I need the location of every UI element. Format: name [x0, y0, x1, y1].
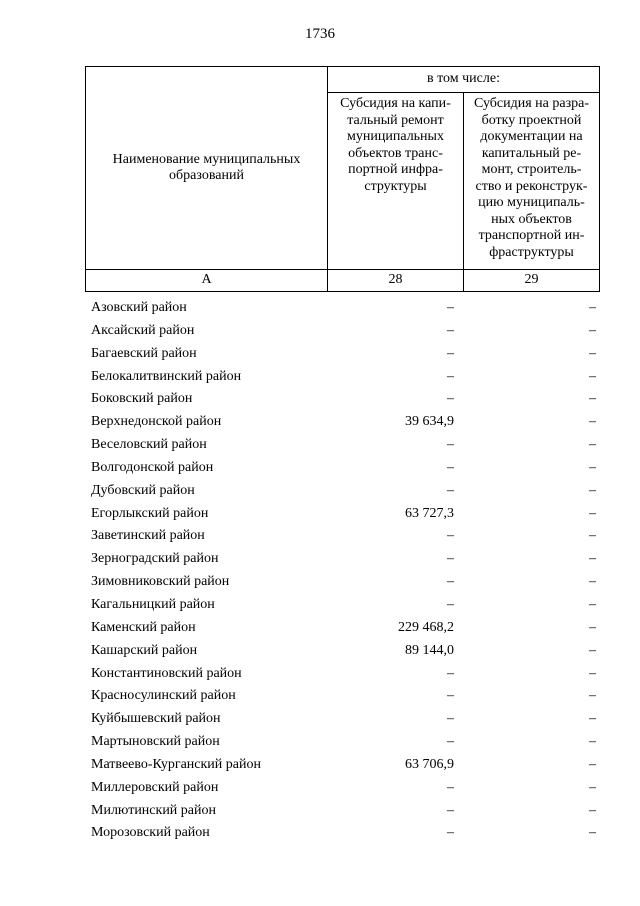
row-value-29: – [589, 551, 596, 567]
table-row [85, 503, 600, 526]
row-name: Зимовниковский район [91, 574, 230, 590]
row-name: Верхнедонской район [91, 414, 222, 430]
row-name: Аксайский район [91, 322, 195, 338]
row-value-29: – [589, 734, 596, 750]
row-value-29: – [589, 802, 596, 818]
row-name: Милютинский район [91, 802, 217, 818]
index-cell-a: А [86, 270, 328, 292]
row-value-29: – [589, 437, 596, 453]
row-value-29: – [589, 414, 596, 430]
header-line: цию муниципаль- [478, 195, 585, 210]
row-value-28: – [447, 459, 454, 475]
row-value-28: – [447, 345, 454, 361]
row-name: Азовский район [91, 300, 187, 315]
table-row [85, 617, 600, 640]
header-line: фраструктуры [489, 244, 574, 260]
row-name: Константиновский район [91, 665, 242, 681]
row-value-29: – [589, 368, 596, 384]
header-line: ботку проектной [481, 112, 582, 128]
row-name: Белокалитвинский район [91, 368, 242, 384]
row-value-28: 63 706,9 [405, 756, 454, 772]
row-value-29: – [589, 688, 596, 704]
row-name: Матвеево-Курганский район [91, 756, 261, 772]
row-value-28: – [447, 551, 454, 567]
row-name: Егорлыкский район [91, 505, 209, 521]
row-value-28: – [447, 711, 454, 727]
header-line: Субсидия на капи- [340, 96, 451, 111]
row-value-28: – [447, 665, 454, 681]
row-value-28: – [447, 322, 454, 338]
row-value-29: – [589, 756, 596, 772]
index-cell-29: 29 [464, 270, 600, 292]
table-row [85, 366, 600, 389]
header-line: муниципальных [347, 129, 444, 144]
table-row [85, 320, 600, 343]
row-value-29: – [589, 596, 596, 612]
table-row [85, 434, 600, 457]
header-line: структуры [364, 178, 427, 194]
row-value-29: – [589, 391, 596, 407]
row-value-28: – [447, 688, 454, 704]
row-name: Дубовский район [91, 482, 195, 498]
row-value-28: 89 144,0 [405, 642, 454, 658]
row-name: Красносулинский район [91, 688, 236, 704]
name-column-header: Наименование муниципальных образований [86, 67, 328, 270]
table-row [85, 571, 600, 594]
col29-header [464, 93, 600, 270]
row-value-29: – [589, 619, 596, 635]
row-name: Боковский район [91, 391, 193, 407]
header-line: монт, строитель- [481, 162, 582, 177]
row-name: Багаевский район [91, 345, 197, 361]
table-row [85, 388, 600, 411]
table-header [85, 66, 600, 292]
row-value-29: – [589, 779, 596, 795]
table-row [85, 754, 600, 777]
row-value-28: 39 634,9 [405, 414, 454, 430]
row-value-29: – [589, 825, 596, 841]
table-row [85, 708, 600, 731]
table-row [85, 663, 600, 686]
table-row [85, 525, 600, 548]
row-name: Каменский район [91, 619, 196, 635]
row-name: Веселовский район [91, 437, 207, 453]
table-row [85, 777, 600, 800]
row-value-28: – [447, 574, 454, 590]
row-value-28: – [447, 528, 454, 544]
row-value-29: – [589, 665, 596, 681]
row-value-28: – [447, 437, 454, 453]
row-value-28: – [447, 825, 454, 841]
row-value-28: – [447, 368, 454, 384]
row-value-29: – [589, 459, 596, 475]
row-value-29: – [589, 711, 596, 727]
col28-header [328, 93, 464, 270]
table-row [85, 731, 600, 754]
page-number: 1736 [305, 26, 335, 42]
header-line: объектов транс- [348, 145, 443, 161]
col29-header-text [468, 96, 595, 261]
row-name: Зерноградский район [91, 551, 219, 567]
table-row [85, 297, 600, 320]
row-name: Заветинский район [91, 528, 205, 544]
row-name: Морозовский район [91, 825, 210, 841]
header-line: капитальный ре- [481, 145, 582, 161]
row-value-29: – [589, 345, 596, 361]
header-line: тальный ремонт [347, 112, 444, 128]
row-value-28: – [447, 391, 454, 407]
row-name: Кашарский район [91, 642, 198, 658]
row-value-28: – [447, 482, 454, 498]
row-value-29: – [589, 574, 596, 590]
row-value-28: 63 727,3 [405, 505, 454, 521]
row-value-29: – [589, 528, 596, 544]
row-value-29: – [589, 505, 596, 521]
row-value-29: – [589, 642, 596, 658]
row-name: Волгодонской район [91, 459, 214, 475]
row-name: Мартыновский район [91, 734, 220, 750]
row-value-28: – [447, 802, 454, 818]
col28-header-text [332, 96, 459, 195]
header-line: ных объектов [491, 211, 572, 227]
row-name: Кагальницкий район [91, 596, 215, 612]
index-cell-28: 28 [328, 270, 464, 292]
header-line: документации на [480, 129, 583, 144]
header-line: Субсидия на разра- [473, 96, 589, 111]
table-row [85, 457, 600, 480]
row-name: Миллеровский район [91, 779, 219, 795]
table-row [85, 685, 600, 708]
table-row [85, 822, 600, 845]
header-line: ство и реконструк- [475, 178, 588, 194]
header-line: портной инфра- [348, 162, 443, 177]
row-value-29: – [589, 322, 596, 338]
row-value-28: 229 468,2 [398, 619, 454, 635]
row-value-29: – [589, 300, 596, 315]
table-row [85, 800, 600, 823]
row-name: Куйбышевский район [91, 711, 221, 727]
row-value-28: – [447, 734, 454, 750]
table-row [85, 411, 600, 434]
row-value-28: – [447, 300, 454, 315]
table-row [85, 594, 600, 617]
table-row [85, 640, 600, 663]
table-row [85, 343, 600, 366]
row-value-28: – [447, 596, 454, 612]
header-line: транспортной ин- [478, 228, 585, 243]
table-row [85, 480, 600, 503]
table-body [85, 297, 600, 845]
group-header: в том числе: [328, 67, 600, 93]
table-row [85, 548, 600, 571]
row-value-29: – [589, 482, 596, 498]
row-value-28: – [447, 779, 454, 795]
